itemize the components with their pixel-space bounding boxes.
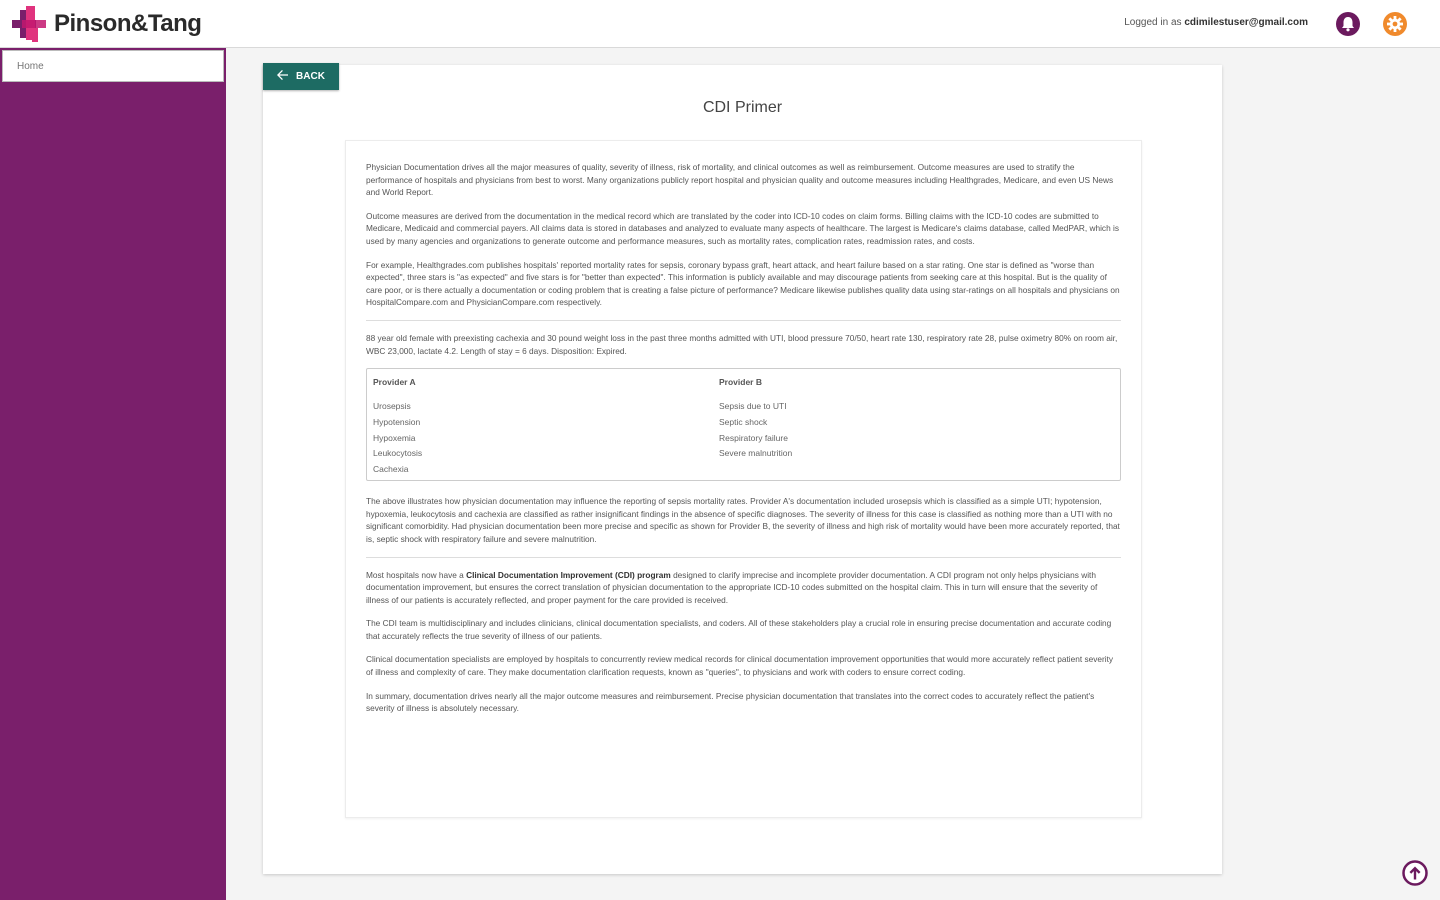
list-item: Severe malnutrition bbox=[719, 448, 793, 459]
paragraph-3: For example, Healthgrades.com publishes hospitals' reported mortality rates for sepsis, coronary bypass graft, heart attack, and heart failure based on a star rating. One star is defined as "worse than expected", three stars is "as expected" and five stars is for "better than expected". This information is publicly available and may discourage patients from seeking care at this hospital. But is the quality of care poor, or is there actually a documentation or coding problem that is creating a false picture of performance? Medicare likewise publishes quality data using star-ratings on all hospitals and physicians on HospitalCompare.com and PhysicianCompare.com respectively. bbox=[366, 259, 1120, 308]
list-item: Cachexia bbox=[373, 463, 409, 474]
arrow-left-icon bbox=[277, 70, 288, 83]
list-item: Hypoxemia bbox=[373, 432, 416, 443]
back-button-label: BACK bbox=[296, 71, 325, 82]
sidebar-search-input[interactable] bbox=[2, 50, 224, 82]
divider bbox=[366, 557, 1121, 558]
user-email: cdimilestuser@gmail.com bbox=[1184, 17, 1308, 28]
cdi-program-term: Clinical Documentation Improvement (CDI) program bbox=[466, 569, 671, 580]
list-item: Urosepsis bbox=[373, 401, 411, 412]
list-item: Leukocytosis bbox=[373, 448, 423, 459]
paragraph-5 bbox=[366, 569, 1121, 607]
brand-name: Pinson&Tang bbox=[54, 10, 202, 37]
provider-a-column bbox=[373, 377, 422, 478]
gear-icon[interactable] bbox=[1381, 10, 1409, 38]
provider-b-column bbox=[719, 377, 792, 462]
paragraph-2: Outcome measures are derived from the documentation in the medical record which are translated by the coder into ICD-10 codes on claim forms. Billing claims with the ICD-10 codes are submitted to Medicare, Medicaid and commercial payers. All claims data is stored in databases and analyzed to evaluate many aspects of healthcare. The largest is Medicare's claims database, called MedPAR, which is used by many agencies and organizations to generate outcome and performance measures, such as mortality rates, complication rates, readmission rates, and costs. bbox=[366, 210, 1119, 246]
provider-a-heading: Provider A bbox=[373, 377, 416, 388]
paragraph-5-end: designed to clarify imprecise and incomplete provider documentation. A CDI program not only helps physicians with documentation improvement, but ensures the correct translation of physician documentation to the appropriate ICD-10 codes submitted on the hospital claim. This in turn will ensure that the severity of illness of our patients is accurately reflected, and proper payment for the care provided is received. bbox=[366, 569, 1098, 605]
provider-b-heading: Provider B bbox=[719, 377, 762, 388]
list-item: Respiratory failure bbox=[719, 432, 788, 443]
paragraph-4: The above illustrates how physician documentation may influence the reporting of sepsis mortality rates. Provider A's documentation included urosepsis which is classified as a simple UTI; hypotension, hypoxemia, leukocytosis and cachexia are classified as rather insignificant findings in the absence of specific diagnoses. The severity of illness for this case is classified as nothing more than a UTI with no significant comorbidity. Had physician documentation been more precise and specific as shown for Provider B, the severity of illness and high risk of mortality would have been more accurately reported, that is, septic shock with respiratory failure and severe malnutrition. bbox=[366, 496, 1120, 544]
scroll-to-top-icon[interactable] bbox=[1401, 859, 1429, 887]
bell-icon[interactable] bbox=[1334, 10, 1362, 38]
app-header bbox=[0, 0, 1440, 48]
list-item: Septic shock bbox=[719, 416, 768, 427]
case-description: 88 year old female with preexisting cachexia and 30 pound weight loss in the past three months admitted with UTI, blood pressure 70/50, heart rate 130, respiratory rate 28, pulse oximetry 80% on room air, WBC 23,000, lactate 4.2. Length of stay = 6 days. Disposition: Expired. bbox=[366, 332, 1118, 356]
brand-logo[interactable] bbox=[10, 4, 201, 44]
divider bbox=[366, 320, 1121, 321]
paragraph-8: In summary, documentation drives nearly all the major outcome measures and reimbursement. Precise physician documentation that translates into the correct codes to accurately reflect the patient's severity of illness is absolutely necessary. bbox=[366, 690, 1095, 714]
logged-in-status bbox=[1124, 17, 1308, 28]
page-title: CDI Primer bbox=[702, 99, 783, 116]
back-button[interactable] bbox=[263, 63, 339, 90]
list-item: Hypotension bbox=[373, 416, 421, 427]
paragraph-6: The CDI team is multidisciplinary and includes clinicians, clinical documentation specialists, and coders. All of these stakeholders play a crucial role in ensuring precise documentation and accurate coding that accurately reflects the true severity of illness of our patients. bbox=[366, 618, 1112, 641]
paragraph-1: Physician Documentation drives all the major measures of quality, severity of illness, risk of mortality, and clinical outcomes as well as reimbursement. Outcome measures are used to stratify the performance of hospitals and physicians from best to worst. Many organizations publicly report hospital and physician quality and outcome measures including Healthgrades, Medicare, and even US News and World Report. bbox=[366, 162, 1114, 198]
primer-content bbox=[345, 140, 1142, 818]
logged-in-prefix: Logged in as bbox=[1124, 17, 1182, 28]
sidebar bbox=[0, 48, 226, 900]
provider-comparison bbox=[366, 368, 1121, 481]
content-card bbox=[263, 65, 1222, 874]
pinson-tang-logo-icon bbox=[10, 4, 52, 44]
paragraph-7: Clinical documentation specialists are employed by hospitals to concurrently review medical records for clinical documentation improvement opportunities that would more accurately reflect patient severity of illness and complexity of care. They make documentation clarification requests, known as "queries", to physicians and work with coders to ensure correct coding. bbox=[366, 654, 1114, 678]
paragraph-5-start: Most hospitals now have a bbox=[366, 569, 467, 580]
list-item: Sepsis due to UTI bbox=[719, 401, 787, 412]
